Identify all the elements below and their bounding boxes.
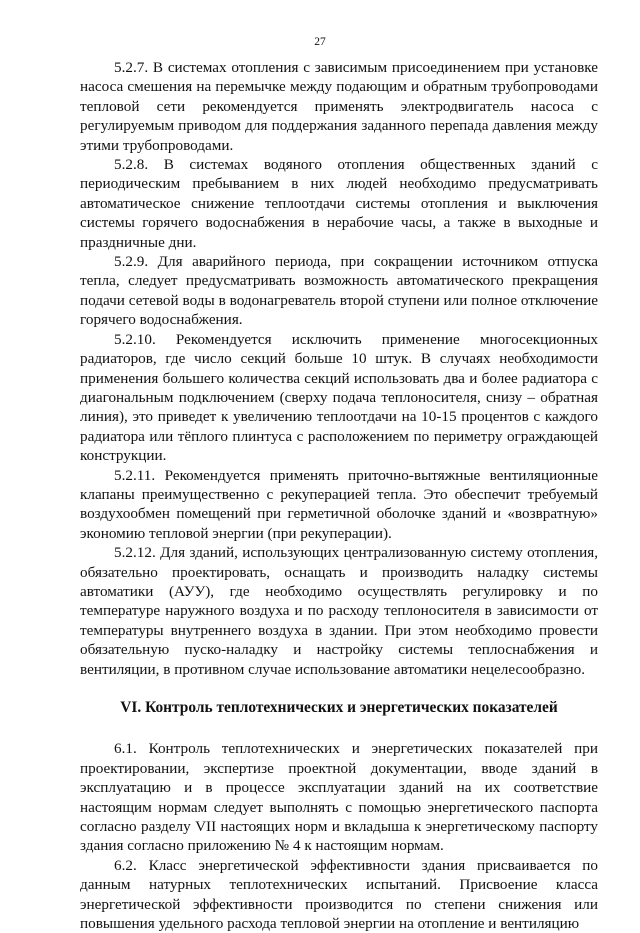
paragraph-5-2-8: 5.2.8. В системах водяного отопления общественных зданий с периодическим пребыванием в них людей необходимо предусматривать автоматическое снижение теплоотдачи системы отопления и выключения системы горячего водоснабжения в нерабочие часы, а также в выходные и праздничные дни. xyxy=(80,156,598,251)
paragraph-6-2: 6.2. Класс энергетической эффективности здания присваивается по данным натурных теплотехнических испытаний. Присвоение класса энергетической эффективности производится по степени снижения или повышения удельного расхода тепловой энергии на отопление и вентиляцию xyxy=(80,856,598,933)
section-heading: VI. Контроль теплотехнических и энергетических показателей xyxy=(120,699,558,716)
paragraph-5-2-7: 5.2.7. В системах отопления с зависимым присоединением при установке насоса смешения на перемычке между подающим и обратным трубопроводами тепловой сети рекомендуется применять электродвигатель насоса с регулируемым приводом для поддержания заданного перепада давления между этими трубопроводами. xyxy=(80,59,598,154)
paragraph-5-2-10: 5.2.10. Рекомендуется исключить применение многосекционных радиаторов, где число секций больше 10 штук. В случаях необходимости применения большего количества секций использовать два и более радиатора с диагональным подключением (сверху подача теплоносителя, снизу – обратная линия), это приведет к увеличению теплоотдачи на 10-15 процентов с каждого радиатора или тёплого плинтуса с расположением по периметру ограждающей конструкции. xyxy=(80,330,598,465)
paragraph-5-2-12: 5.2.12. Для зданий, использующих централизованную систему отопления, обязательно проектировать, оснащать и производить наладку системы автоматики (АУУ), где необходимо осуществлять регулировку и по температуре наружного воздуха и по расходу теплоносителя в зависимости от температуры внутреннего воздуха в здании. При этом необходимо провести обязательную пуско-наладку и настройку системы теплоснабжения и вентиляции, в противном случае использование автоматики нецелесообразно. xyxy=(80,544,598,678)
page-content xyxy=(80,58,598,933)
paragraph-5-2-9: 5.2.9. Для аварийного периода, при сокращении источником отпуска тепла, следует предусматривать возможность автоматического прекращения подачи сетевой воды в водонагреватель второй ступени или полное отключение горячего водоснабжения. xyxy=(80,253,598,329)
paragraph-5-2-11: 5.2.11. Рекомендуется применять приточно-вытяжные вентиляционные клапаны преимущественно с рекуперацией тепла. Это обеспечит требуемый воздухообмен помещений при герметичной оболочке зданий и «возвратную» экономию тепловой энергии (при рекуперации). xyxy=(80,466,598,542)
paragraph-6-1: 6.1. Контроль теплотехнических и энергетических показателей при проектировании, экспертизе проектной документации, вводе зданий в эксплуатацию и в процессе эксплуатации зданий на их соответствие настоящим нормам следует выполнять с помощью энергетического паспорта согласно разделу VII настоящих норм и вкладыша к энергетическому паспорту здания согласно приложению № 4 к настоящим нормам. xyxy=(80,740,598,855)
page-number: 27 xyxy=(314,36,326,48)
